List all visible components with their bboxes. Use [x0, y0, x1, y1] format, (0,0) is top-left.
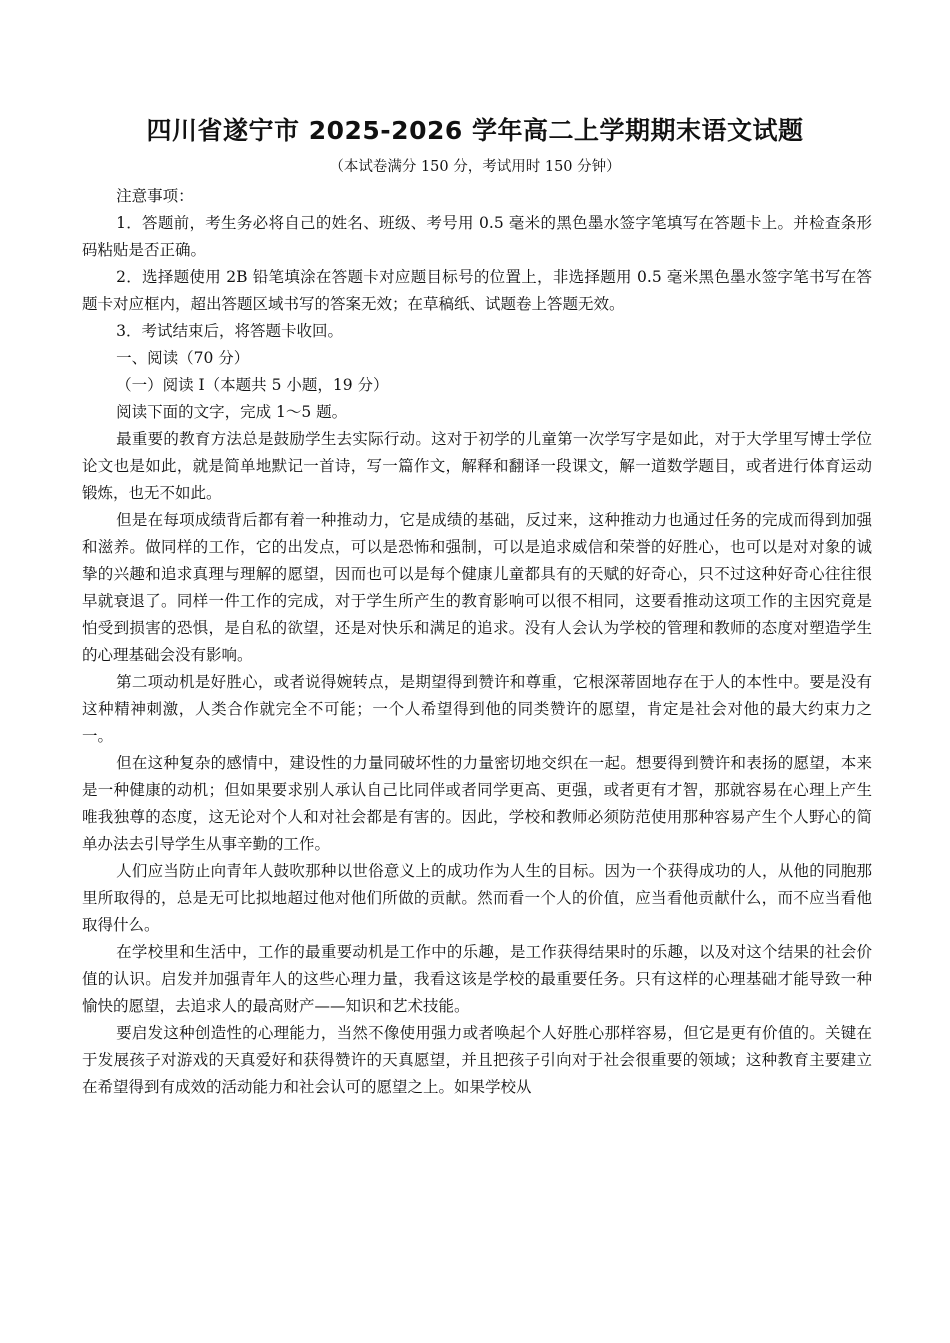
subsection-heading: （一）阅读 I（本题共 5 小题，19 分） — [116, 376, 389, 394]
notice-heading: 注意事项： — [116, 187, 194, 205]
passage-paragraph: 在学校里和生活中，工作的最重要动机是工作中的乐趣，是工作获得结果时的乐趣，以及对这个结果的社会价值的认识。启发并加强青年人的这些心理力量，我看这该是学校的最重要任务。只有这样的心理基础才能导致一种愉快的愿望，去追求人的最高财产——知识和艺术技能。 — [82, 943, 872, 1015]
exam-title: 四川省遂宁市 2025-2026 学年高二上学期期末语文试题 — [146, 116, 804, 145]
section-heading: 一、阅读（70 分） — [116, 349, 250, 367]
exam-body — [82, 183, 872, 1101]
passage-paragraph: 最重要的教育方法总是鼓励学生去实际行动。这对于初学的儿童第一次学写字是如此，对于大学里写博士学位论文也是如此，就是简单地默记一首诗，写一篇作文，解释和翻译一段课文，解一道数学题目，或者进行体育运动锻炼，也无不如此。 — [82, 430, 872, 502]
passage-paragraph: 要启发这种创造性的心理能力，当然不像使用强力或者唤起个人好胜心那样容易，但它是更有价值的。关键在于发展孩子对游戏的天真爱好和获得赞许的天真愿望，并且把孩子引向对于社会很重要的领域；这种教育主要建立在希望得到有成效的活动能力和社会认可的愿望之上。如果学校从 — [82, 1024, 872, 1096]
passage-paragraph: 第二项动机是好胜心，或者说得婉转点，是期望得到赞许和尊重，它根深蒂固地存在于人的本性中。要是没有这种精神刺激，人类合作就完全不可能；一个人希望得到他的同类赞许的愿望，肯定是社会对他的最大约束力之一。 — [82, 673, 872, 745]
exam-subtitle: （本试卷满分 150 分，考试用时 150 分钟） — [329, 159, 621, 175]
notice-item: 3．考试结束后，将答题卡收回。 — [116, 322, 343, 340]
passage-paragraph: 但在这种复杂的感情中，建设性的力量同破坏性的力量密切地交织在一起。想要得到赞许和表扬的愿望，本来是一种健康的动机；但如果要求别人承认自己比同伴或者同学更高、更强，或者更有才智，那就容易在心理上产生唯我独尊的态度，这无论对个人和对社会都是有害的。因此，学校和教师必须防范使用那种容易产生个人野心的简单办法去引导学生从事辛勤的工作。 — [82, 754, 872, 853]
passage-paragraph: 但是在每项成绩背后都有着一种推动力，它是成绩的基础，反过来，这种推动力也通过任务的完成而得到加强和滋养。做同样的工作，它的出发点，可以是恐怖和强制，可以是追求威信和荣誉的好胜心，也可以是对对象的诚挚的兴趣和追求真理与理解的愿望，因而也可以是每个健康儿童都具有的天赋的好奇心，只不过这种好奇心往往很早就衰退了。同样一件工作的完成，对于学生所产生的教育影响可以很不相同，这要看推动这项工作的主因究竟是怕受到损害的恐惧，是自私的欲望，还是对快乐和满足的追求。没有人会认为学校的管理和教师的态度对塑造学生的心理基础会没有影响。 — [82, 511, 872, 664]
notice-item: 2．选择题使用 2B 铅笔填涂在答题卡对应题目标号的位置上，非选择题用 0.5 毫米黑色墨水签字笔书写在答题卡对应框内，超出答题区域书写的答案无效；在草稿纸、试题卷上答题无效。 — [82, 268, 872, 313]
passage-paragraph: 人们应当防止向青年人鼓吹那种以世俗意义上的成功作为人生的目标。因为一个获得成功的人，从他的同胞那里所取得的，总是无可比拟地超过他对他们所做的贡献。然而看一个人的价值，应当看他贡献什么，而不应当看他取得什么。 — [82, 862, 872, 934]
notice-item: 1．答题前，考生务必将自己的姓名、班级、考号用 0.5 毫米的黑色墨水签字笔填写在答题卡上。并检查条形码粘贴是否正确。 — [82, 214, 872, 259]
reading-instruction: 阅读下面的文字，完成 1～5 题。 — [116, 403, 348, 421]
